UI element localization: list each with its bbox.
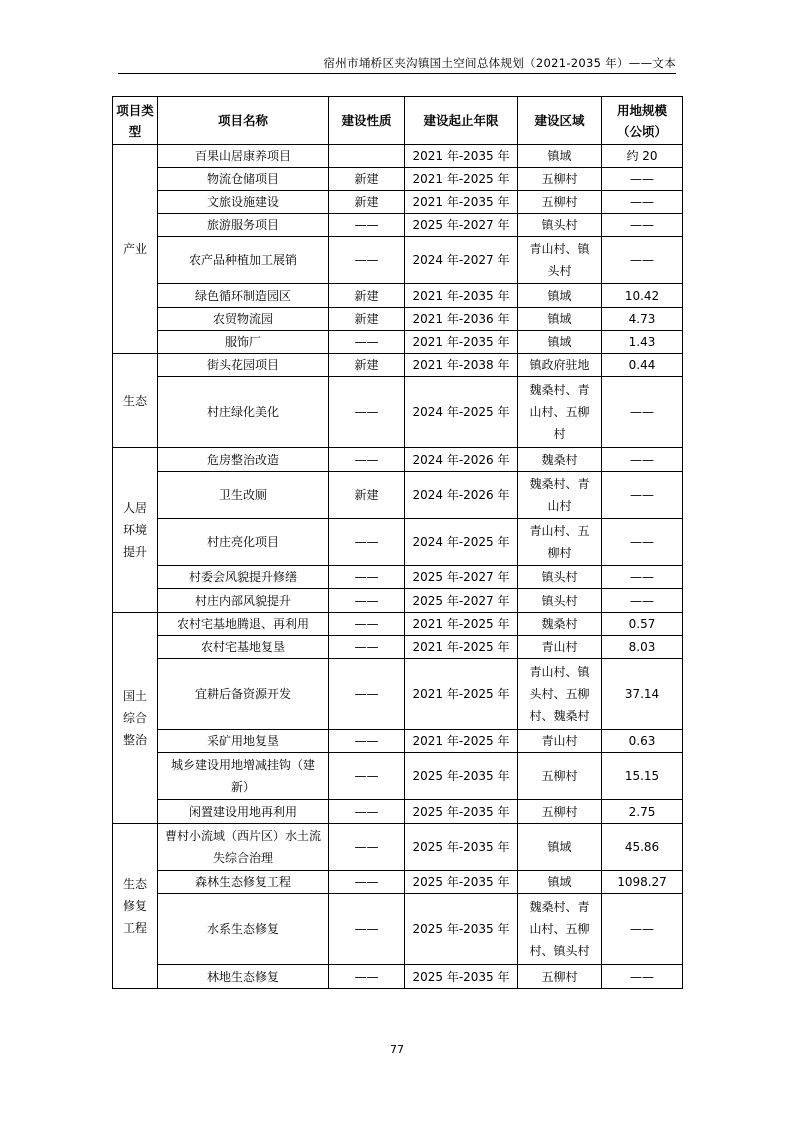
period-cell: 2021 年-2035 年 [405,284,518,308]
period-cell: 2025 年-2035 年 [405,894,518,965]
project-name-cell: 街头花园项目 [158,354,329,377]
area-cell: 五柳村 [518,800,602,824]
project-name-cell: 农产品种植加工展销 [158,237,329,284]
table-row [113,354,683,377]
nature-cell: —— [329,894,405,965]
nature-cell: —— [329,871,405,894]
nature-cell: —— [329,824,405,871]
scale-cell: 8.03 [602,636,683,659]
scale-cell: 0.57 [602,613,683,636]
scale-cell: —— [602,965,683,989]
project-name-cell: 村庄内部风貌提升 [158,589,329,613]
scale-cell: —— [602,448,683,472]
nature-cell: 新建 [329,191,405,214]
area-cell: 青山村 [518,730,602,753]
nature-cell: —— [329,448,405,472]
area-cell: 镇域 [518,824,602,871]
table-row [113,331,683,354]
area-cell: 五柳村 [518,753,602,800]
area-cell: 魏桑村、青山村、五柳村 [518,377,602,448]
period-cell: 2025 年-2027 年 [405,566,518,589]
period-cell: 2024 年-2025 年 [405,377,518,448]
table-row [113,730,683,753]
table-row [113,824,683,871]
category-cell: 国土综合整治 [113,613,158,824]
period-cell: 2021 年-2025 年 [405,636,518,659]
nature-cell: 新建 [329,284,405,308]
table-row [113,753,683,800]
project-name-cell: 闲置建设用地再利用 [158,800,329,824]
scale-cell: —— [602,519,683,566]
table-row [113,589,683,613]
nature-cell: —— [329,965,405,989]
area-cell: 镇头村 [518,214,602,237]
scale-cell: —— [602,472,683,519]
project-name-cell: 森林生态修复工程 [158,871,329,894]
period-cell: 2024 年-2027 年 [405,237,518,284]
period-cell: 2021 年-2035 年 [405,331,518,354]
period-cell: 2024 年-2025 年 [405,519,518,566]
project-name-cell: 文旅设施建设 [158,191,329,214]
project-name-cell: 水系生态修复 [158,894,329,965]
scale-cell: 4.73 [602,308,683,331]
area-cell: 镇头村 [518,566,602,589]
table-row [113,636,683,659]
area-cell: 五柳村 [518,191,602,214]
nature-cell: —— [329,377,405,448]
period-cell: 2021 年-2025 年 [405,730,518,753]
scale-cell: —— [602,566,683,589]
table-row [113,377,683,448]
period-cell: 2025 年-2035 年 [405,871,518,894]
period-cell: 2025 年-2027 年 [405,589,518,613]
nature-cell: 新建 [329,168,405,191]
project-name-cell: 曹村小流域（西片区）水土流失综合治理 [158,824,329,871]
period-cell: 2025 年-2027 年 [405,214,518,237]
scale-cell: —— [602,894,683,965]
nature-cell: —— [329,519,405,566]
scale-cell: 10.42 [602,284,683,308]
projects-table [112,96,683,989]
project-name-cell: 城乡建设用地增减挂钩（建新） [158,753,329,800]
scale-cell: 15.15 [602,753,683,800]
category-cell: 生态修复工程 [113,824,158,989]
nature-cell: —— [329,800,405,824]
scale-cell: 0.63 [602,730,683,753]
area-cell: 魏桑村 [518,613,602,636]
nature-cell: —— [329,589,405,613]
area-cell: 青山村、五柳村 [518,519,602,566]
nature-cell: —— [329,566,405,589]
nature-cell: —— [329,613,405,636]
table-row [113,965,683,989]
col-header-scale: 用地规模（公顷） [602,97,683,145]
area-cell: 青山村 [518,636,602,659]
project-name-cell: 宜耕后备资源开发 [158,659,329,730]
project-name-cell: 村庄亮化项目 [158,519,329,566]
col-header-area: 建设区域 [518,97,602,145]
col-header-period: 建设起止年限 [405,97,518,145]
area-cell: 镇域 [518,284,602,308]
area-cell: 青山村、镇头村 [518,237,602,284]
area-cell: 镇域 [518,331,602,354]
table-row [113,871,683,894]
area-cell: 镇政府驻地 [518,354,602,377]
project-name-cell: 卫生改厕 [158,472,329,519]
nature-cell: —— [329,214,405,237]
table-row [113,191,683,214]
nature-cell [329,145,405,168]
nature-cell: —— [329,659,405,730]
area-cell: 青山村、镇头村、五柳村、魏桑村 [518,659,602,730]
scale-cell: 1098.27 [602,871,683,894]
period-cell: 2021 年-2035 年 [405,191,518,214]
period-cell: 2024 年-2026 年 [405,472,518,519]
period-cell: 2021 年-2025 年 [405,613,518,636]
scale-cell: 45.86 [602,824,683,871]
period-cell: 2021 年-2036 年 [405,308,518,331]
period-cell: 2021 年-2025 年 [405,659,518,730]
project-name-cell: 旅游服务项目 [158,214,329,237]
col-header-type: 项目类型 [113,97,158,145]
nature-cell: —— [329,237,405,284]
project-name-cell: 物流仓储项目 [158,168,329,191]
project-name-cell: 农贸物流园 [158,308,329,331]
project-name-cell: 采矿用地复垦 [158,730,329,753]
scale-cell: —— [602,191,683,214]
period-cell: 2021 年-2035 年 [405,145,518,168]
nature-cell: —— [329,753,405,800]
project-name-cell: 村庄绿化美化 [158,377,329,448]
running-header: 宿州市埇桥区夹沟镇国土空间总体规划（2021-2035 年）——文本 [323,56,676,70]
table-body [113,145,683,989]
period-cell: 2025 年-2035 年 [405,965,518,989]
category-cell: 生态 [113,354,158,448]
area-cell: 魏桑村、青山村 [518,472,602,519]
scale-cell: —— [602,377,683,448]
scale-cell: —— [602,214,683,237]
table-row [113,613,683,636]
area-cell: 镇域 [518,145,602,168]
area-cell: 魏桑村、青山村、五柳村、镇头村 [518,894,602,965]
nature-cell: 新建 [329,354,405,377]
category-cell: 人居环境提升 [113,448,158,613]
period-cell: 2024 年-2026 年 [405,448,518,472]
project-name-cell: 农村宅基地腾退、再利用 [158,613,329,636]
table-row [113,145,683,168]
area-cell: 五柳村 [518,965,602,989]
project-name-cell: 林地生态修复 [158,965,329,989]
project-name-cell: 服饰厂 [158,331,329,354]
table-row [113,237,683,284]
project-name-cell: 百果山居康养项目 [158,145,329,168]
nature-cell: 新建 [329,308,405,331]
table-row [113,284,683,308]
scale-cell: 1.43 [602,331,683,354]
area-cell: 镇头村 [518,589,602,613]
table-row [113,519,683,566]
area-cell: 魏桑村 [518,448,602,472]
area-cell: 镇域 [518,308,602,331]
header-rule [118,73,676,74]
table-row [113,448,683,472]
category-cell: 产业 [113,145,158,354]
period-cell: 2025 年-2035 年 [405,800,518,824]
scale-cell: 约 20 [602,145,683,168]
nature-cell: 新建 [329,472,405,519]
area-cell: 五柳村 [518,168,602,191]
scale-cell: —— [602,168,683,191]
period-cell: 2021 年-2038 年 [405,354,518,377]
nature-cell: —— [329,331,405,354]
scale-cell: 2.75 [602,800,683,824]
table-row [113,168,683,191]
period-cell: 2021 年-2025 年 [405,168,518,191]
table-row [113,472,683,519]
table-row [113,894,683,965]
scale-cell: —— [602,589,683,613]
scale-cell: 37.14 [602,659,683,730]
nature-cell: —— [329,636,405,659]
table-row [113,566,683,589]
col-header-nature: 建设性质 [329,97,405,145]
table-row [113,214,683,237]
scale-cell: 0.44 [602,354,683,377]
col-header-name: 项目名称 [158,97,329,145]
page-number: 77 [390,1043,404,1056]
project-name-cell: 农村宅基地复垦 [158,636,329,659]
table-row [113,800,683,824]
period-cell: 2025 年-2035 年 [405,753,518,800]
table-header-row [113,97,683,145]
table-row [113,659,683,730]
project-name-cell: 绿色循环制造园区 [158,284,329,308]
scale-cell: —— [602,237,683,284]
period-cell: 2025 年-2035 年 [405,824,518,871]
nature-cell: —— [329,730,405,753]
project-name-cell: 村委会风貌提升修缮 [158,566,329,589]
area-cell: 镇域 [518,871,602,894]
project-name-cell: 危房整治改造 [158,448,329,472]
table-row [113,308,683,331]
